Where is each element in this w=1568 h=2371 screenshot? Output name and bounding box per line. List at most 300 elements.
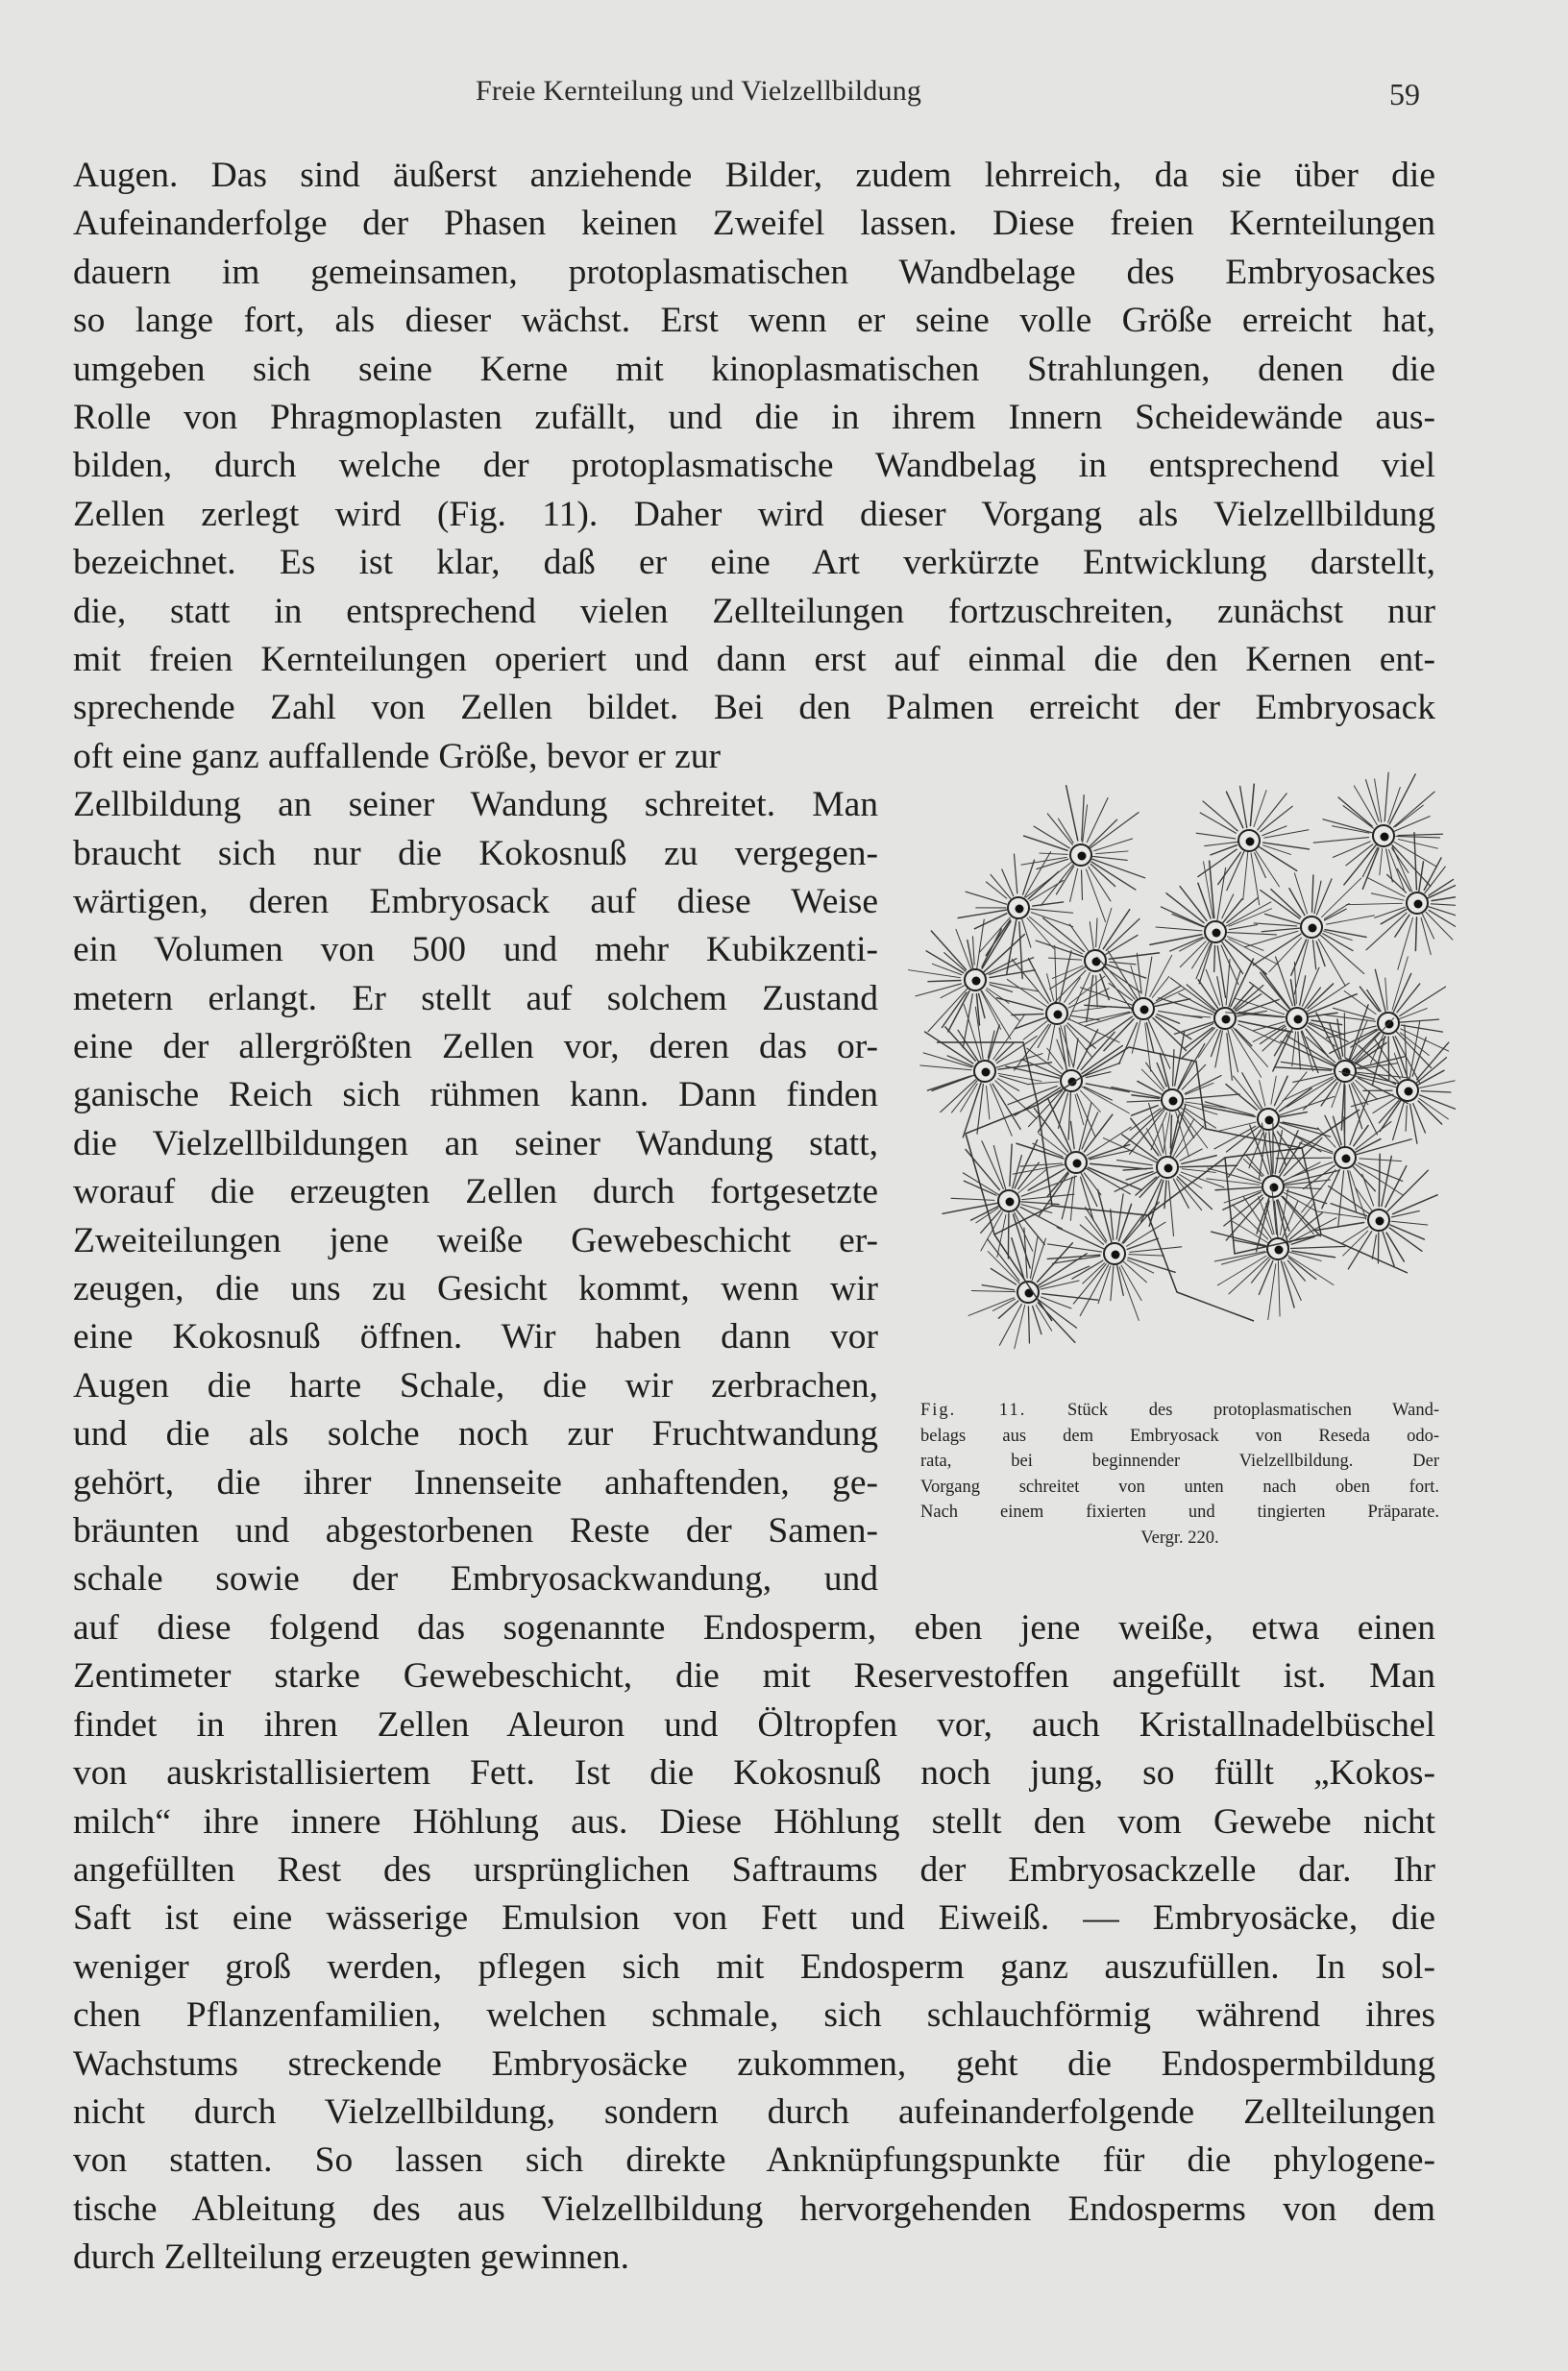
kinoplasmic-strand <box>1173 1050 1174 1087</box>
kinoplasmic-strand <box>1066 786 1078 841</box>
kinoplasmic-strand <box>1226 792 1242 828</box>
kinoplasmic-strand <box>1396 836 1440 838</box>
kinoplasmic-strand <box>1229 1258 1268 1294</box>
kinoplasmic-strand <box>1119 1267 1139 1321</box>
kinoplasmic-strand <box>1384 772 1388 821</box>
kinoplasmic-strand <box>1149 1181 1164 1226</box>
kinoplasmic-strand <box>1081 1173 1096 1206</box>
kinoplasmic-strand <box>1121 1265 1141 1300</box>
kinoplasmic-strand <box>1198 883 1211 918</box>
kinoplasmic-strand <box>1145 957 1152 996</box>
nucleolus <box>1006 1198 1015 1207</box>
kinoplasmic-strand <box>1424 858 1441 891</box>
figure-caption <box>920 1398 1439 1551</box>
kinoplasmic-strand <box>1178 1043 1204 1089</box>
kinoplasmic-strand <box>1047 814 1072 844</box>
nucleolus <box>1270 1184 1279 1192</box>
kinoplasmic-strand <box>1333 842 1370 858</box>
nucleolus <box>1169 1097 1178 1106</box>
kinoplasmic-strand <box>1218 852 1241 884</box>
caption-line: rata, bei beginnender Vielzellbildung. Der <box>920 1452 1439 1471</box>
kinoplasmic-strand <box>1086 869 1105 922</box>
kinoplasmic-strand <box>1405 1025 1407 1075</box>
kinoplasmic-strand <box>1106 918 1139 950</box>
kinoplasmic-strand <box>1070 868 1078 901</box>
kinoplasmic-strand <box>1092 859 1145 878</box>
kinoplasmic-strand <box>1085 1005 1132 1008</box>
text-line: bräunten und abgestorbenen Reste der Samen- <box>73 1511 878 1551</box>
kinoplasmic-strand <box>1314 881 1321 914</box>
kinoplasmic-strand <box>1160 1053 1169 1088</box>
kinoplasmic-strand <box>1178 1060 1192 1088</box>
kinoplasmic-strand <box>1199 943 1212 984</box>
kinoplasmic-strand <box>1228 933 1277 935</box>
kinoplasmic-strand <box>1042 917 1084 951</box>
kinoplasmic-strand <box>928 981 961 982</box>
kinoplasmic-strand <box>1236 1029 1252 1046</box>
kinoplasmic-strand <box>1420 1095 1456 1115</box>
nucleolus <box>1309 924 1317 933</box>
kinoplasmic-strand <box>1048 958 1081 960</box>
text-line: die, statt in entsprechend vielen Zellteilungen fortzuschreiten, zunächst nur <box>73 592 1435 631</box>
kinoplasmic-strand <box>986 990 1019 1020</box>
text-line: umgeben sich seine Kerne mit kinoplasmatischen Strahlungen, denen die <box>73 350 1435 389</box>
kinoplasmic-strand <box>982 1285 1014 1290</box>
kinoplasmic-strand <box>1385 978 1387 1010</box>
kinoplasmic-strand <box>1280 1112 1307 1117</box>
kinoplasmic-strand <box>1417 1042 1449 1080</box>
text-line: Saft ist eine wässerige Emulsion von Fett und Eiweiß. — Embryosäcke, die <box>73 1898 1435 1938</box>
kinoplasmic-strand <box>1416 1058 1446 1083</box>
kinoplasmic-strand <box>1261 806 1292 831</box>
nucleolus <box>1164 1164 1173 1173</box>
text-line: bilden, durch welche der protoplasmatische Wandbelag in entsprechend viel <box>73 446 1435 485</box>
text-line: weniger groß werden, pflegen sich mit Endosperm ganz auszufüllen. In sol- <box>73 1947 1435 1987</box>
kinoplasmic-strand <box>942 992 966 1028</box>
kinoplasmic-strand <box>1346 903 1402 904</box>
nucleolus <box>982 1068 991 1077</box>
kinoplasmic-strand <box>1373 1098 1395 1112</box>
kinoplasmic-strand <box>1180 1165 1237 1166</box>
kinoplasmic-strand <box>1393 1103 1405 1140</box>
text-line: Wachstums streckende Embryosäcke zukommen, geht die Endospermbildung <box>73 2044 1435 2084</box>
kinoplasmic-strand <box>1150 955 1172 996</box>
kinoplasmic-strand <box>1342 1227 1369 1244</box>
kinoplasmic-strand <box>1243 852 1248 900</box>
kinoplasmic-strand <box>1312 875 1313 912</box>
caption-line: Vorgang schreitet von unten nach oben fort. <box>920 1477 1439 1497</box>
kinoplasmic-strand <box>968 941 973 968</box>
kinoplasmic-strand <box>1089 1167 1142 1189</box>
kinoplasmic-strand <box>1138 1081 1162 1094</box>
text-line: die Vielzellbildungen an seiner Wandung statt, <box>73 1124 878 1163</box>
kinoplasmic-strand <box>1168 1181 1173 1235</box>
kinoplasmic-strand <box>1429 907 1456 923</box>
text-line: nicht durch Vielzellbildung, sondern durch aufeinanderfolgende Zellteilungen <box>73 2092 1435 2132</box>
kinoplasmic-strand <box>1127 1238 1158 1249</box>
kinoplasmic-strand <box>1263 843 1310 849</box>
kinoplasmic-strand <box>1273 1029 1292 1071</box>
text-line: metern erlangt. Er stellt auf solchem Zustand <box>73 979 878 1018</box>
nucleolus <box>1294 1015 1303 1024</box>
kinoplasmic-strand <box>1096 918 1097 947</box>
kinoplasmic-strand <box>1047 1244 1101 1252</box>
kinoplasmic-strand <box>1127 1101 1160 1102</box>
kinoplasmic-strand <box>1318 940 1345 986</box>
nucleolus <box>1213 929 1221 938</box>
kinoplasmic-strand <box>1344 1117 1345 1146</box>
kinoplasmic-strand <box>916 984 962 996</box>
text-line: oft eine ganz auffallende Größe, bevor er zur <box>73 737 721 776</box>
kinoplasmic-strand <box>999 1076 1028 1085</box>
kinoplasmic-strand <box>988 1252 1019 1283</box>
kinoplasmic-strand <box>1048 1025 1055 1061</box>
kinoplasmic-strand <box>908 969 960 978</box>
kinoplasmic-strand <box>1071 1121 1075 1148</box>
kinoplasmic-strand <box>1212 1232 1266 1246</box>
kinoplasmic-strand <box>1294 940 1308 994</box>
kinoplasmic-strand <box>1288 1256 1334 1285</box>
nucleolus <box>1381 833 1389 842</box>
kinoplasmic-strand <box>1082 870 1083 900</box>
kinoplasmic-strand <box>1215 1187 1261 1190</box>
kinoplasmic-strand <box>1393 792 1434 827</box>
kinoplasmic-strand <box>1180 1149 1202 1161</box>
kinoplasmic-strand <box>1028 871 1058 898</box>
kinoplasmic-strand <box>920 1065 971 1070</box>
kinoplasmic-strand <box>1250 982 1287 1011</box>
kinoplasmic-strand <box>1289 889 1305 916</box>
kinoplasmic-strand <box>986 1086 989 1119</box>
kinoplasmic-strand <box>1414 833 1416 890</box>
kinoplasmic-strand <box>1254 923 1296 926</box>
text-line: milch“ ihre innere Höhlung aus. Diese Höhlung stellt den vom Gewebe nicht <box>73 1802 1435 1842</box>
kinoplasmic-strand <box>996 1036 1037 1063</box>
nucleolus <box>1092 958 1101 966</box>
nucleolus <box>1073 1160 1082 1168</box>
nucleolus <box>1246 838 1255 846</box>
kinoplasmic-strand <box>943 1203 997 1213</box>
kinoplasmic-strand <box>1130 1110 1165 1155</box>
kinoplasmic-strand <box>1033 902 1064 906</box>
kinoplasmic-strand <box>1259 1197 1273 1234</box>
kinoplasmic-strand <box>927 1076 970 1090</box>
kinoplasmic-strand <box>1015 1017 1045 1029</box>
kinoplasmic-strand <box>1269 938 1302 972</box>
kinoplasmic-strand <box>1217 1256 1266 1285</box>
nucleolus <box>1112 1251 1120 1259</box>
kinoplasmic-strand <box>1392 845 1431 887</box>
nucleolus <box>1405 1088 1413 1096</box>
text-line: eine der allergrößten Zellen vor, deren das or- <box>73 1027 878 1066</box>
kinoplasmic-strand <box>1261 968 1290 1009</box>
kinoplasmic-strand <box>1284 1137 1322 1175</box>
kinoplasmic-strand <box>1356 1080 1378 1099</box>
kinoplasmic-strand <box>1375 779 1382 822</box>
kinoplasmic-strand <box>1086 1216 1107 1242</box>
kinoplasmic-strand <box>1343 806 1373 828</box>
text-line: mit freien Kernteilungen operiert und dann erst auf einmal die den Kernen ent- <box>73 640 1435 679</box>
running-title: Freie Kernteilung und Vielzellbildung <box>476 75 922 107</box>
nucleolus <box>1376 1217 1384 1226</box>
kinoplasmic-strand <box>1181 1028 1214 1059</box>
kinoplasmic-strand <box>1344 1014 1345 1058</box>
text-line: ganische Reich sich rühmen kann. Dann finden <box>73 1075 878 1114</box>
kinoplasmic-strand <box>1022 919 1031 947</box>
caption-line <box>920 1398 1439 1424</box>
text-line: so lange fort, als dieser wächst. Erst wenn er seine volle Größe erreicht hat, <box>73 301 1435 340</box>
kinoplasmic-strand <box>1211 1030 1220 1056</box>
kinoplasmic-strand <box>1259 1260 1272 1294</box>
kinoplasmic-strand <box>1056 867 1073 894</box>
kinoplasmic-strand <box>1205 842 1237 845</box>
kinoplasmic-strand <box>1260 1081 1265 1107</box>
kinoplasmic-strand <box>1258 794 1286 830</box>
text-line: Augen die harte Schale, die wir zerbrachen, <box>73 1366 878 1405</box>
kinoplasmic-strand <box>1041 865 1073 906</box>
kinoplasmic-strand <box>1211 845 1237 855</box>
kinoplasmic-strand <box>1130 1247 1182 1253</box>
kinoplasmic-strand <box>1312 941 1315 969</box>
kinoplasmic-strand <box>1177 1179 1202 1210</box>
kinoplasmic-strand <box>999 1304 1021 1345</box>
kinoplasmic-strand <box>1292 1032 1296 1066</box>
kinoplasmic-strand <box>1110 962 1136 964</box>
kinoplasmic-strand <box>1123 1261 1146 1283</box>
kinoplasmic-strand <box>1041 1297 1071 1308</box>
kinoplasmic-strand <box>1334 1008 1375 1019</box>
kinoplasmic-strand <box>1379 1154 1380 1206</box>
kinoplasmic-strand <box>1292 1162 1333 1177</box>
kinoplasmic-strand <box>1014 854 1017 893</box>
kinoplasmic-strand <box>1380 1101 1401 1132</box>
kinoplasmic-strand <box>1222 894 1234 918</box>
kinoplasmic-strand <box>1338 797 1372 826</box>
text-line: auf diese folgend das sogenannte Endosperm, eben jene weiße, etwa einen <box>73 1608 1435 1648</box>
kinoplasmic-strand <box>1323 934 1353 951</box>
kinoplasmic-strand <box>1308 994 1357 1014</box>
kinoplasmic-strand <box>1250 784 1254 825</box>
kinoplasmic-strand <box>1002 869 1014 896</box>
kinoplasmic-strand <box>1187 985 1216 1011</box>
kinoplasmic-strand <box>1033 1307 1041 1334</box>
kinoplasmic-strand <box>1372 1235 1376 1259</box>
kinoplasmic-strand <box>1117 1161 1153 1165</box>
kinoplasmic-strand <box>1031 909 1073 913</box>
kinoplasmic-strand <box>1421 917 1431 954</box>
kinoplasmic-strand <box>1226 960 1230 1005</box>
kinoplasmic-strand <box>1122 1215 1142 1243</box>
kinoplasmic-strand <box>1418 1101 1442 1124</box>
kinoplasmic-strand <box>1084 1087 1112 1100</box>
kinoplasmic-strand <box>1072 1260 1103 1279</box>
kinoplasmic-strand <box>1123 1168 1152 1170</box>
nucleolus <box>1385 1020 1394 1029</box>
kinoplasmic-strand <box>1392 1210 1420 1216</box>
text-line: und die als solche noch zur Fruchtwandung <box>73 1414 878 1454</box>
kinoplasmic-strand <box>1077 1094 1095 1137</box>
kinoplasmic-strand <box>1338 1171 1344 1227</box>
kinoplasmic-strand <box>971 1290 1015 1291</box>
kinoplasmic-strand <box>1391 1221 1428 1225</box>
kinoplasmic-strand <box>1172 914 1203 926</box>
cell-wall <box>937 1042 1038 1134</box>
kinoplasmic-strand <box>1271 1076 1276 1104</box>
kinoplasmic-strand <box>1146 1063 1164 1088</box>
kinoplasmic-strand <box>1406 1106 1407 1131</box>
text-line: bezeichnet. Es ist klar, daß er eine Art verkürzte Entwicklung darstellt, <box>73 543 1435 582</box>
kinoplasmic-strand <box>1278 1261 1280 1316</box>
kinoplasmic-strand <box>1015 1140 1037 1188</box>
kinoplasmic-strand <box>1304 1080 1336 1110</box>
kinoplasmic-strand <box>1099 908 1112 949</box>
cell-wall <box>1148 1215 1254 1321</box>
kinoplasmic-strand <box>1104 1019 1134 1051</box>
nucleolus <box>1265 1116 1274 1125</box>
kinoplasmic-strand <box>1315 1211 1366 1219</box>
kinoplasmic-strand <box>1087 797 1108 842</box>
nucleolus <box>1054 1011 1063 1019</box>
kinoplasmic-strand <box>923 1053 971 1067</box>
kinoplasmic-strand <box>958 1030 978 1062</box>
figure-label: Fig. 11. <box>920 1401 1027 1420</box>
kinoplasmic-strand <box>1131 1106 1158 1116</box>
kinoplasmic-strand <box>1356 1188 1372 1210</box>
kinoplasmic-strand <box>1256 851 1280 887</box>
kinoplasmic-strand <box>1062 1177 1072 1219</box>
kinoplasmic-strand <box>1365 780 1379 821</box>
kinoplasmic-strand <box>1266 1204 1274 1234</box>
text-line: chen Pflanzenfamilien, welchen schmale, sich schlauchförmig während ihres <box>73 1995 1435 2035</box>
page-number: 59 <box>1389 77 1420 111</box>
kinoplasmic-strand <box>1380 848 1383 874</box>
kinoplasmic-strand <box>1123 1108 1164 1147</box>
text-line: gehört, die ihrer Innenseite anhaftenden, ge- <box>73 1463 878 1503</box>
kinoplasmic-strand <box>1227 898 1258 923</box>
text-line: angefüllten Rest des ursprünglichen Saftraums der Embryosackzelle dar. Ihr <box>73 1850 1435 1890</box>
kinoplasmic-strand <box>1395 915 1409 937</box>
text-line: ein Volumen von 500 und mehr Kubikzenti- <box>73 930 878 969</box>
kinoplasmic-strand <box>1180 887 1207 921</box>
kinoplasmic-strand <box>1090 922 1093 949</box>
text-line: eine Kokosnuß öffnen. Wir haben dann vor <box>73 1317 878 1357</box>
kinoplasmic-strand <box>1282 1261 1294 1308</box>
kinoplasmic-strand <box>1015 1305 1025 1349</box>
kinoplasmic-strand <box>1096 851 1129 854</box>
kinoplasmic-strand <box>928 989 968 1032</box>
kinoplasmic-strand <box>1359 1163 1403 1182</box>
text-line: findet in ihren Zellen Aleuron und Öltropfen vor, auch Kristallnadelbüschel <box>73 1705 1435 1745</box>
caption-line: Nach einem fixierten und tingierten Präparate. <box>920 1503 1439 1522</box>
kinoplasmic-strand <box>1274 1076 1287 1105</box>
nucleolus <box>972 977 981 986</box>
kinoplasmic-strand <box>982 929 1001 966</box>
kinoplasmic-strand <box>1362 1174 1374 1206</box>
kinoplasmic-strand <box>1360 987 1379 1012</box>
nucleolus <box>1222 1015 1231 1024</box>
kinoplasmic-strand <box>926 951 964 973</box>
kinoplasmic-strand <box>1156 927 1202 931</box>
nucleolus <box>1275 1246 1284 1255</box>
kinoplasmic-strand <box>1017 1143 1064 1159</box>
kinoplasmic-strand <box>1379 1100 1399 1122</box>
kinoplasmic-strand <box>975 1007 983 1059</box>
kinoplasmic-strand <box>1233 1028 1267 1067</box>
kinoplasmic-strand <box>1217 977 1223 1007</box>
text-line: dauern im gemeinsamen, protoplasmatischen Wandbelage des Embryosackes <box>73 253 1435 292</box>
kinoplasmic-strand <box>1087 1168 1131 1194</box>
nucleolus <box>1140 1006 1149 1014</box>
kinoplasmic-strand <box>1012 960 1048 1004</box>
text-line: von auskristallisiertem Fett. Ist die Kokosnuß noch jung, so füllt „Kokos- <box>73 1753 1435 1793</box>
kinoplasmic-strand <box>1232 1029 1262 1077</box>
kinoplasmic-strand <box>1173 1179 1188 1208</box>
kinoplasmic-strand <box>1081 1177 1094 1220</box>
text-line: Zellen zerlegt wird (Fig. 11). Daher wird dieser Vorgang als Vielzellbildung <box>73 495 1435 534</box>
kinoplasmic-strand <box>981 990 1001 1029</box>
kinoplasmic-strand <box>1196 833 1236 839</box>
kinoplasmic-strand <box>1217 946 1225 998</box>
text-line: wärtigen, deren Embryosack auf diese Weise <box>73 882 878 921</box>
kinoplasmic-strand <box>1240 786 1247 827</box>
text-line: Augen. Das sind äußerst anziehende Bilder, zudem lehrreich, da sie über die <box>73 156 1435 195</box>
kinoplasmic-strand <box>1366 913 1407 950</box>
kinoplasmic-strand <box>1371 893 1404 900</box>
kinoplasmic-strand <box>1327 916 1375 924</box>
kinoplasmic-strand <box>1344 991 1376 1014</box>
kinoplasmic-strand <box>1139 1177 1159 1198</box>
kinoplasmic-strand <box>1428 883 1456 898</box>
magnification: Vergr. 220. <box>1140 1528 1219 1548</box>
figure-illustration <box>908 754 1456 1369</box>
kinoplasmic-strand <box>1092 856 1127 860</box>
kinoplasmic-strand <box>1055 945 1057 1002</box>
kinoplasmic-strand <box>1111 1210 1114 1239</box>
kinoplasmic-strand <box>1072 1007 1112 1012</box>
kinoplasmic-strand <box>1226 1085 1257 1111</box>
kinoplasmic-strand <box>1419 862 1424 892</box>
kinoplasmic-strand <box>963 1173 998 1195</box>
kinoplasmic-strand <box>1233 1205 1268 1239</box>
text-line: sprechende Zahl von Zellen bildet. Bei den Palmen erreicht der Embryosack <box>73 688 1435 727</box>
kinoplasmic-strand <box>1362 848 1379 889</box>
text-line: von statten. So lassen sich direkte Anknüpfungspunkte für die phylogene- <box>73 2140 1435 2180</box>
kinoplasmic-strand <box>1185 1104 1217 1114</box>
kinoplasmic-strand <box>1422 914 1433 939</box>
kinoplasmic-strand <box>1068 1092 1070 1139</box>
kinoplasmic-strand <box>1313 838 1368 843</box>
text-line: zeugen, die uns zu Gesicht kommt, wenn wir <box>73 1269 878 1308</box>
kinoplasmic-strand <box>1090 819 1117 846</box>
kinoplasmic-strand <box>993 1145 1006 1189</box>
text-line: durch Zellteilung erzeugten gewinnen. <box>73 2237 629 2277</box>
kinoplasmic-strand <box>1388 787 1401 822</box>
text-line: Zentimeter starke Gewebeschicht, die mit Reservestoffen angefüllt ist. Man <box>73 1656 1435 1696</box>
kinoplasmic-strand <box>1289 1258 1316 1279</box>
cell-drawing <box>908 772 1456 1349</box>
kinoplasmic-strand <box>1036 941 1084 957</box>
kinoplasmic-strand <box>1393 1195 1437 1214</box>
caption-text: Stück des protoplasmatischen Wand- <box>1066 1401 1440 1420</box>
kinoplasmic-strand <box>1185 1076 1221 1094</box>
nucleolus <box>1342 1155 1351 1163</box>
kinoplasmic-strand <box>1387 874 1407 892</box>
kinoplasmic-strand <box>1398 840 1437 849</box>
kinoplasmic-strand <box>1090 813 1139 848</box>
kinoplasmic-strand <box>1316 941 1325 966</box>
kinoplasmic-strand <box>1401 1025 1442 1032</box>
kinoplasmic-strand <box>1010 1144 1012 1186</box>
